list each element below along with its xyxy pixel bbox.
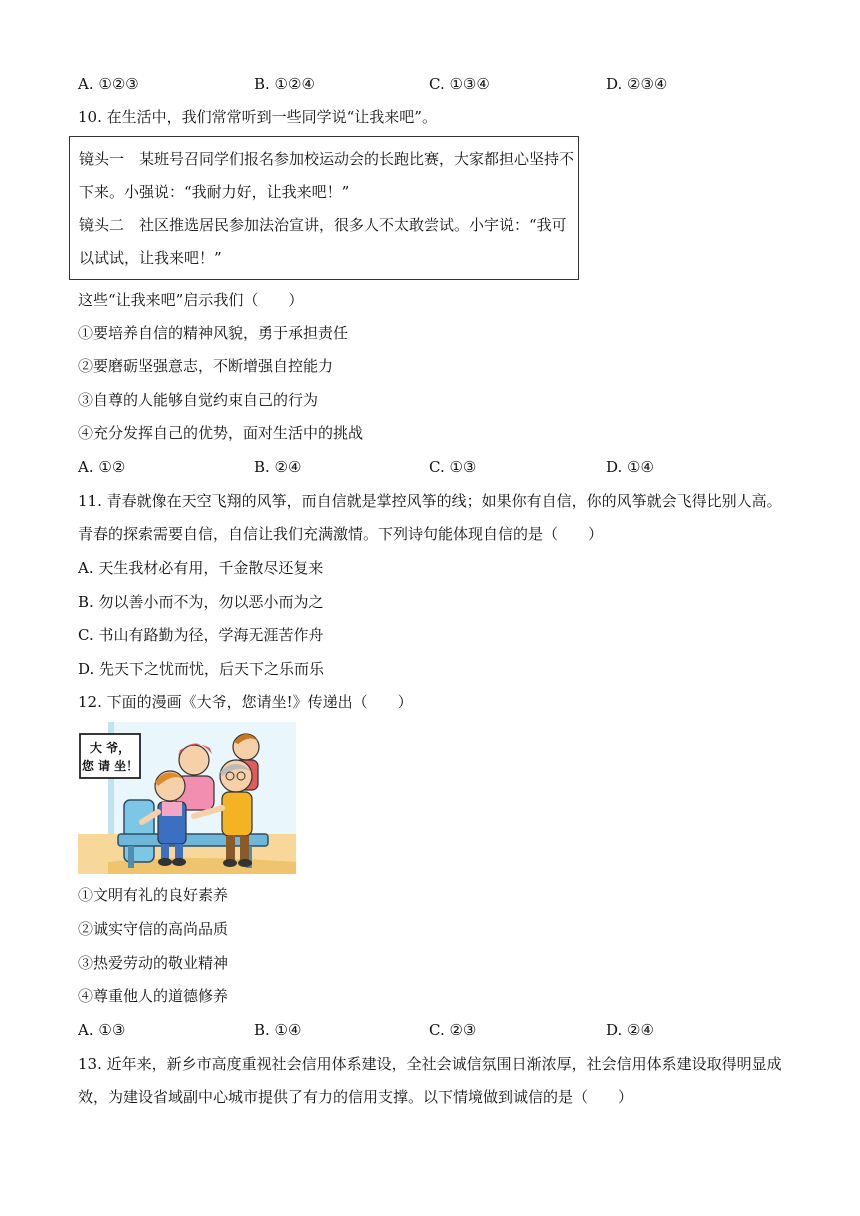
q12-item-1: ①文明有礼的良好素养 (78, 886, 229, 904)
q11-stem-line-2: 青春的探索需要自信，自信让我们充满激情。下列诗句能体现自信的是（ ） (78, 525, 604, 543)
q10-option-b[interactable]: B. ②④ (254, 458, 302, 476)
q10-item-2: ②要磨砺坚强意志，不断增强自控能力 (78, 357, 334, 375)
q12-option-c[interactable]: C. ②③ (429, 1021, 477, 1039)
q10-option-d[interactable]: D. ①④ (606, 458, 654, 476)
q9-option-d[interactable]: D. ②③④ (606, 75, 668, 93)
q11-option-c[interactable]: C. 书山有路勤为径，学海无涯苦作舟 (78, 626, 324, 644)
q12-item-4: ④尊重他人的道德修养 (78, 987, 229, 1005)
q10-scenario-box (69, 136, 579, 280)
q12-option-b[interactable]: B. ①④ (254, 1021, 302, 1039)
q10-item-1: ①要培养自信的精神风貌，勇于承担责任 (78, 324, 349, 342)
q10-option-c[interactable]: C. ①③ (429, 458, 477, 476)
q12-stem: 12. 下面的漫画《大爷，您请坐!》传递出（ ） (78, 693, 413, 711)
q12-comic-image (78, 722, 296, 874)
q9-options (78, 74, 778, 94)
q10-options (78, 457, 778, 477)
q10-option-a[interactable]: A. ①② (78, 458, 126, 476)
q10-box-line-4: 以试试，让我来吧！” (79, 249, 222, 267)
q12-options (78, 1020, 778, 1040)
q9-option-b[interactable]: B. ①②④ (254, 75, 315, 93)
q12-option-d[interactable]: D. ②④ (606, 1021, 654, 1039)
q13-stem-line-1: 13. 近年来，新乡市高度重视社会信用体系建设，全社会诚信氛围日渐浓厚，社会信用体系建设取得明显成 (78, 1055, 782, 1073)
q13-stem-line-2: 效，为建设省域副中心城市提供了有力的信用支撑。以下情境做到诚信的是（ ） (78, 1088, 634, 1106)
q10-box-line-3: 镜头二 社区推选居民参加法治宣讲，很多人不太敢尝试。小宇说：“我可 (79, 216, 567, 234)
comic-bubble-line-2: 您 请 坐！ (81, 759, 139, 773)
q9-option-c[interactable]: C. ①③④ (429, 75, 490, 93)
q12-option-a[interactable]: A. ①③ (78, 1021, 126, 1039)
q12-item-2: ②诚实守信的高尚品质 (78, 920, 229, 938)
q11-option-d[interactable]: D. 先天下之忧而忧，后天下之乐而乐 (78, 660, 325, 678)
q11-option-b[interactable]: B. 勿以善小而不为，勿以恶小而为之 (78, 593, 324, 611)
q10-stem: 10. 在生活中，我们常常听到一些同学说“让我来吧”。 (78, 108, 437, 126)
q11-option-a[interactable]: A. 天生我材必有用，千金散尽还复来 (78, 559, 324, 577)
q10-prompt: 这些“让我来吧”启示我们（ ） (78, 291, 304, 309)
q12-item-3: ③热爱劳动的敬业精神 (78, 954, 229, 972)
q10-item-4: ④充分发挥自己的优势，面对生活中的挑战 (78, 424, 364, 442)
q10-item-3: ③自尊的人能够自觉约束自己的行为 (78, 391, 319, 409)
q9-option-a[interactable]: A. ①②③ (78, 75, 139, 93)
q11-stem-line-1: 11. 青春就像在天空飞翔的风筝，而自信就是掌控风筝的线；如果你有自信，你的风筝就会飞得比别人高。 (78, 492, 782, 510)
comic-bubble-line-1: 大 爷， (89, 741, 131, 755)
q10-box-line-1: 镜头一 某班号召同学们报名参加校运动会的长跑比赛，大家都担心坚持不 (79, 150, 575, 168)
q10-box-line-2: 下来。小强说：“我耐力好，让我来吧！” (79, 183, 350, 201)
